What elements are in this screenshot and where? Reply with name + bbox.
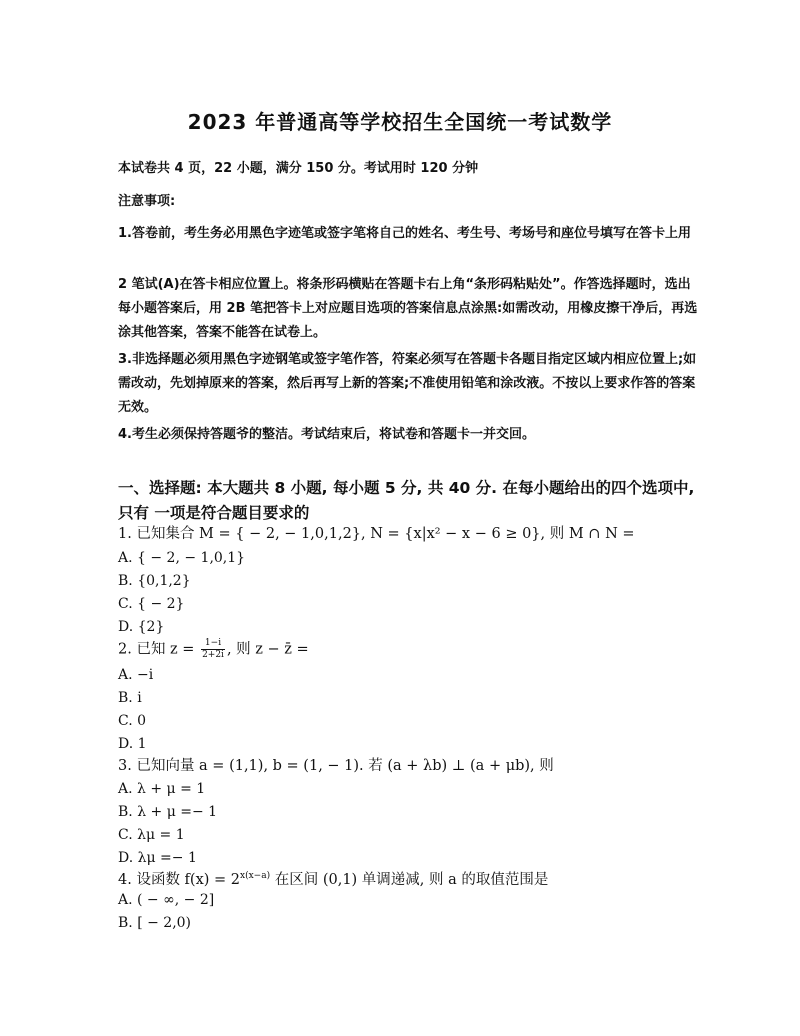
q3-option-d: D. λμ =− 1 [118, 850, 197, 866]
q3-option-b: B. λ + μ =− 1 [118, 804, 218, 820]
q4-stem-prefix: 4. 设函数 f(x) = 2 [118, 871, 241, 888]
q2-option-b: B. i [118, 690, 142, 706]
question-3-stem: 3. 已知向量 a = (1,1), b = (1, − 1). 若 (a + λb) ⊥ (a + μb), 则 [118, 758, 554, 774]
notice-heading: 注意事项: [118, 194, 176, 209]
notice-4: 4.考生必须保持答题爷的整洁。考试结束后，将试卷和答题卡一并交回。 [118, 427, 535, 442]
q2-fraction-denominator: 2+2i [202, 650, 224, 660]
q1-option-c: C. { − 2} [118, 596, 185, 612]
section-heading: 一、选择题: 本大题共 8 小题, 每小题 5 分, 共 40 分. 在每小题给出的四个选项中, 只有 一项是符合题目要求的 [118, 479, 695, 522]
q4-option-b: B. [ − 2,0) [118, 915, 192, 931]
q2-fraction [201, 638, 225, 661]
notice-1: 1.答卷前，考生务必用黑色字迹笔或签字笔将自己的姓名、考生号、考场号和座位号填写在答卡上用 [118, 226, 691, 241]
q1-option-a: A. { − 2, − 1,0,1} [118, 550, 246, 566]
q2-stem-suffix: , 则 z − z̄ = [226, 641, 309, 658]
q3-option-c: C. λμ = 1 [118, 827, 185, 843]
q1-option-b: B. {0,1,2} [118, 573, 191, 589]
q4-stem-suffix: 在区间 (0,1) 单调递减, 则 a 的取值范围是 [270, 871, 549, 888]
q2-option-c: C. 0 [118, 713, 147, 729]
exam-info: 本试卷共 4 页，22 小题，满分 150 分。考试用时 120 分钟 [118, 161, 479, 176]
q4-exponent: x(x−a) [240, 871, 271, 881]
q2-option-a: A. −i [118, 667, 154, 683]
q2-stem-prefix: 2. 已知 z = [118, 641, 195, 658]
q1-option-d: D. {2} [118, 619, 165, 635]
question-2-stem [118, 638, 309, 661]
page-title: 2023 年普通高等学校招生全国统一考试数学 [187, 110, 613, 134]
q2-fraction-numerator: 1−i [201, 638, 225, 650]
question-1-stem: 1. 已知集合 M = { − 2, − 1,0,1,2}, N = {x|x² − x − 6 ≥ 0}, 则 M ∩ N = [118, 526, 635, 542]
notice-3: 3.非选择题必须用黑色字迹钢笔或签字笔作答，符案必须写在答题卡各题目指定区域内相应位置上;如需改动，先划掉原来的答案，然后再写上新的答案;不准使用铅笔和涂改液。不按以上要求作答的答案无效。 [118, 352, 697, 415]
question-4-stem [118, 865, 548, 891]
q2-option-d: D. 1 [118, 736, 147, 752]
q3-option-a: A. λ + μ = 1 [118, 781, 206, 797]
notice-2: 2 笔试(A)在答卡相应位置上。将条形码横贴在答题卡右上角“条形码粘贴处”。作答选择题时，选出每小题答案后，用 2B 笔把答卡上对应题目选项的答案信息点涂黑:如需改动，用橡皮擦干净后，再选涂其他答案，答案不能答在试卷上。 [118, 277, 698, 340]
q4-option-a: A. ( − ∞, − 2] [118, 892, 215, 908]
